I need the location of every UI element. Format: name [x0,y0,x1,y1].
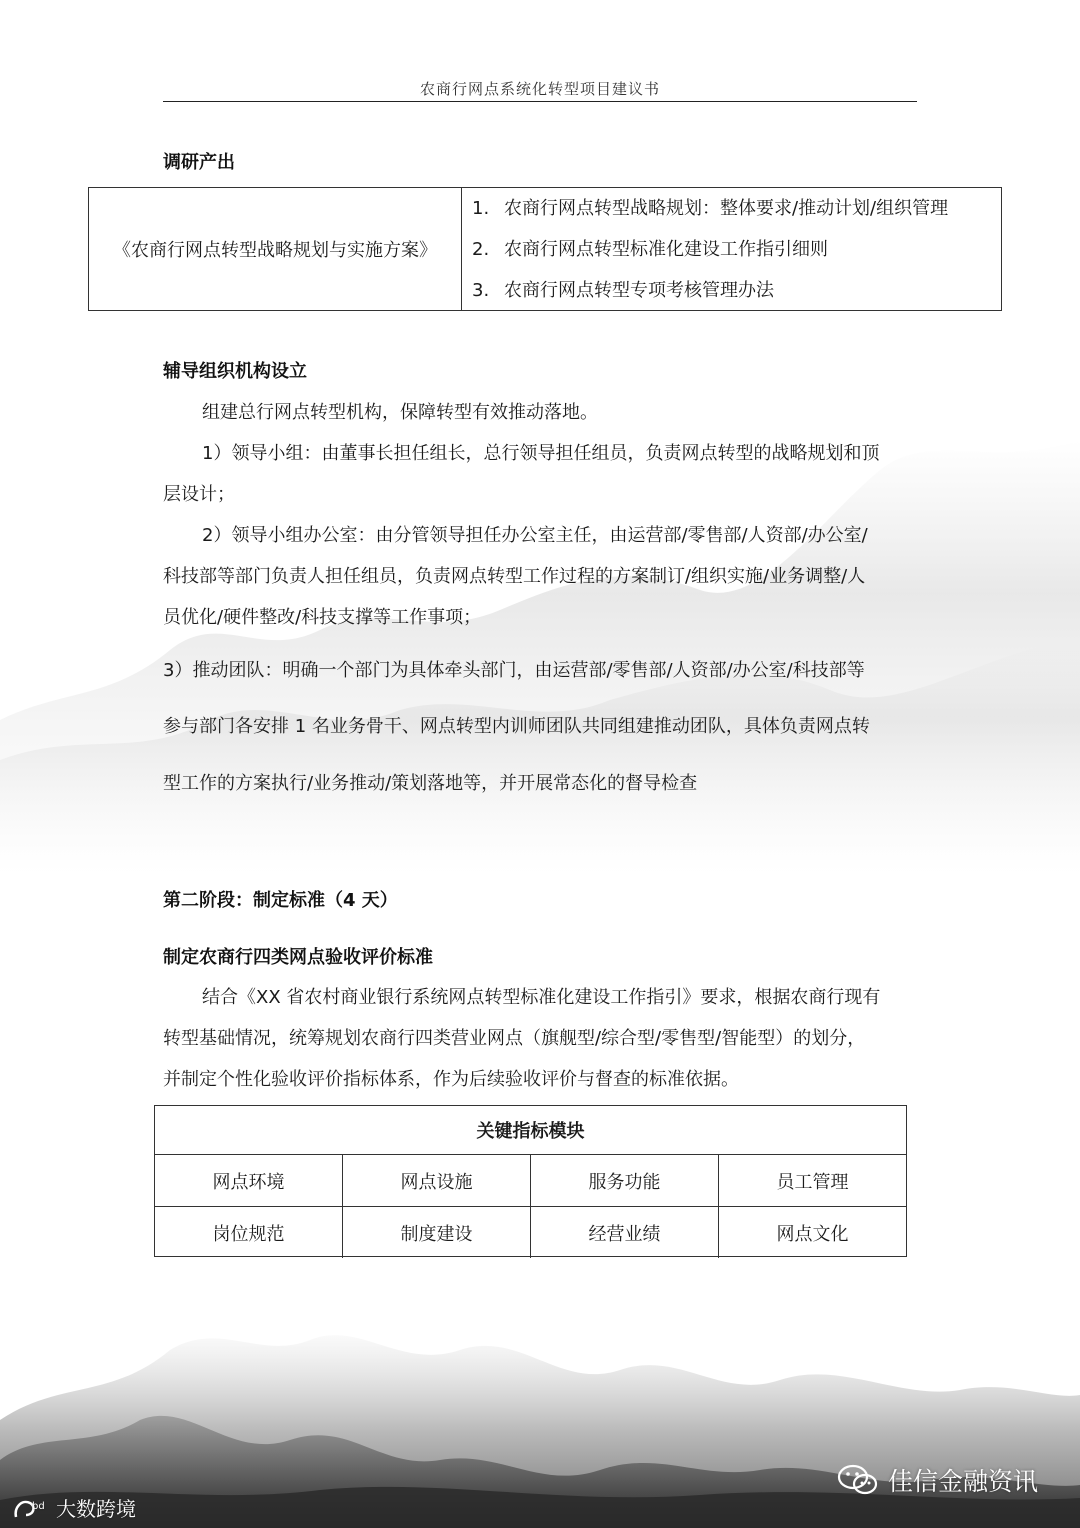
org-setup-line: 层设计； [163,484,235,505]
output-item-number: 2. [472,239,490,260]
watermark-right [836,1462,1038,1498]
indicator-cell: 员工管理 [776,1171,849,1193]
output-items [462,188,1001,310]
org-setup-line: 3）推动团队：明确一个部门为具体牵头部门，由运营部/零售部/人资部/办公室/科技部等 [163,660,865,681]
org-setup-line: 2）领导小组办公室：由分管领导担任办公室主任，由运营部/零售部/人资部/办公室/ [202,525,868,546]
stage2-paragraph-line: 结合《XX 省农村商业银行系统网点转型标准化建设工作指引》要求，根据农商行现有 [202,987,881,1008]
output-item [472,194,948,220]
org-setup-line: 参与部门各安排 1 名业务骨干、网点转型内训师团队共同组建推动团队，具体负责网点转 [163,716,870,737]
stage2-subheading: 制定农商行四类网点验收评价标准 [163,947,433,968]
document-header-title: 农商行网点系统化转型项目建议书 [419,80,660,98]
org-setup-line: 1）领导小组：由董事长担任组长，总行领导担任组员，负责网点转型的战略规划和顶 [202,443,880,464]
indicator-cell: 网点设施 [343,1155,531,1206]
watermark-left [12,1493,136,1522]
stage2-paragraph-line: 转型基础情况，统筹规划农商行四类营业网点（旗舰型/综合型/零售型/智能型）的划分， [163,1028,866,1049]
stage2-heading: 第二阶段：制定标准（4 天） [163,890,398,911]
indicator-cell: 岗位规范 [155,1207,343,1258]
watermark-left-text: 大数跨境 [56,1497,136,1521]
org-setup-intro: 组建总行网点转型机构，保障转型有效推动落地。 [202,402,598,423]
table-row [155,1155,906,1207]
indicator-cell: 服务功能 [531,1155,719,1206]
indicator-table-title: 关键指标模块 [155,1106,906,1155]
output-item-text: 农商行网点转型标准化建设工作指引细则 [504,239,828,260]
output-item [472,276,774,302]
output-item-number: 1. [472,198,490,219]
research-output-table [88,187,1002,311]
header-divider [163,101,917,102]
output-plan-title: 《农商行网点转型战略规划与实施方案》 [89,188,462,310]
indicator-cell: 经营业绩 [531,1207,719,1258]
stage2-paragraph-line: 并制定个性化验收评价指标体系，作为后续验收评价与督查的标准依据。 [163,1069,739,1090]
org-setup-line: 型工作的方案执行/业务推动/策划落地等，并开展常态化的督导检查 [163,773,698,794]
org-setup-line: 员优化/硬件整改/科技支撑等工作事项； [163,607,482,628]
output-item-number: 3. [472,280,490,301]
org-setup-heading: 辅导组织机构设立 [163,361,307,382]
research-output-heading: 调研产出 [163,152,235,173]
table-row [155,1207,906,1258]
key-indicator-table [154,1105,907,1257]
svg-text:bd: bd [32,1500,45,1512]
output-item-text: 农商行网点转型专项考核管理办法 [504,280,774,301]
output-item [472,235,828,261]
indicator-cell: 制度建设 [343,1207,531,1258]
indicator-cell: 网点环境 [155,1155,343,1206]
wechat-icon [836,1462,880,1498]
bigdata-logo-icon [12,1495,52,1521]
watermark-right-text: 佳信金融资讯 [888,1467,1039,1496]
output-item-text: 农商行网点转型战略规划：整体要求/推动计划/组织管理 [504,198,949,219]
org-setup-line: 科技部等部门负责人担任组员，负责网点转型工作过程的方案制订/组织实施/业务调整/人 [163,566,866,587]
indicator-cell: 网点文化 [776,1223,849,1245]
